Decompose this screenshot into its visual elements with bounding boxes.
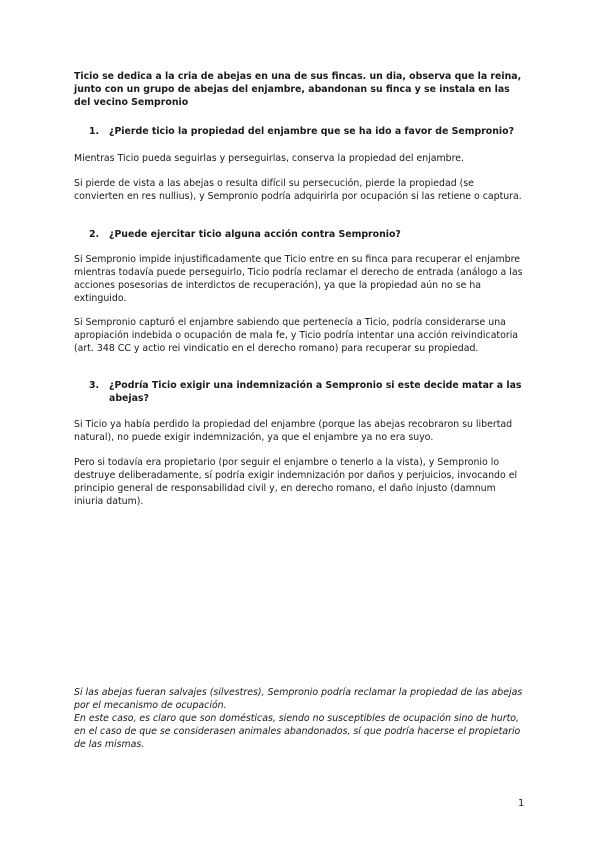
answer-2a: Si Sempronio impide injustificadamente que Ticio entre en su finca para recuperar el enjambre mientras todavía puede perseguirlo, Ticio podría reclamar el derecho de entrada (análogo a las acciones posesorias de interdictos de recuperación), ya que la propiedad aún no se ha extinguido. <box>74 254 523 304</box>
question-3-number: 3. <box>89 380 100 391</box>
question-1-number: 1. <box>89 126 100 137</box>
question-1 <box>89 125 529 138</box>
page-number: 1 <box>518 798 525 809</box>
question-3 <box>89 379 529 405</box>
answer-1b: Si pierde de vista a las abejas o resulta difícil su persecución, pierde la propiedad (se convierten en res nullius), y Sempronio podría adquirirla por ocupación si las retiene o captura. <box>74 178 522 202</box>
question-1-text: ¿Pierde ticio la propiedad del enjambre que se ha ido a favor de Sempronio? <box>109 126 515 137</box>
answer-3a: Si Ticio ya había perdido la propiedad del enjambre (porque las abejas recobraron su libertad natural), no puede exigir indemnización, ya que el enjambre ya no era suyo. <box>74 419 513 443</box>
answer-2b: Si Sempronio capturó el enjambre sabiendo que pertenecía a Ticio, podría considerarse una apropiación indebida o ocupación de mala fe, y Ticio podría intentar una acción reivindicatoria (art. 348 CC y actio rei vindicatio en el derecho romano) para recuperar su propiedad. <box>74 317 519 354</box>
note-paragraph-1: Si las abejas fueran salvajes (silvestres), Sempronio podría reclamar la propiedad de las abejas por el mecanismo de ocupación. <box>74 687 523 711</box>
note-paragraph-2: En este caso, es claro que son domésticas, siendo no susceptibles de ocupación sino de hurto, en el caso de que se considerasen animales abandonados, sí que podría hacerse el propietario de las mismas. <box>74 713 521 750</box>
question-2 <box>89 228 529 241</box>
question-2-text: ¿Puede ejercitar ticio alguna acción contra Sempronio? <box>109 229 401 240</box>
question-2-number: 2. <box>89 229 100 240</box>
answer-1a: Mientras Ticio pueda seguirlas y perseguirlas, conserva la propiedad del enjambre. <box>74 153 464 164</box>
answer-3b: Pero si todavía era propietario (por seguir el enjambre o tenerlo a la vista), y Sempronio lo destruye deliberadamente, sí podría exigir indemnización por daños y perjuicios, invocando el principio general de responsabilidad civil y, en derecho romano, el daño injusto (damnum iniuria datum). <box>74 457 518 507</box>
intro-paragraph: Ticio se dedica a la cria de abejas en una de sus fincas. un dia, observa que la reina, junto con un grupo de abejas del enjambre, abandonan su finca y se instala en las del vecino Sempronio <box>74 71 522 108</box>
question-3-text: ¿Podría Ticio exigir una indemnización a Sempronio si este decide matar a las abejas? <box>109 380 522 404</box>
